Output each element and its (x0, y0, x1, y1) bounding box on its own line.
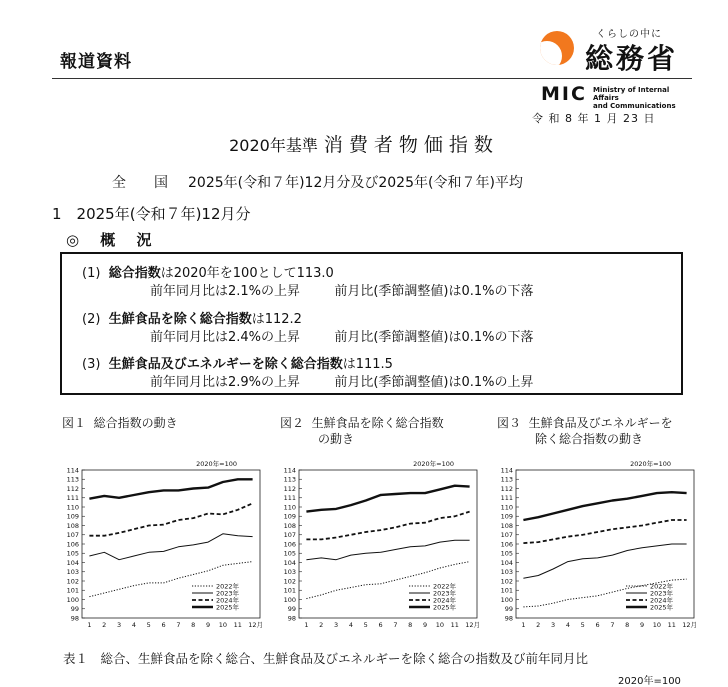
overview-yoy: 前年同月比は2.9%の上昇 (150, 375, 301, 390)
y-tick-label: 99 (504, 605, 513, 614)
y-tick-label: 101 (283, 586, 296, 595)
y-tick-label: 110 (283, 503, 296, 512)
section-heading: 1 2025年(令和７年)12月分 (52, 205, 251, 223)
y-tick-label: 102 (66, 577, 79, 586)
overview-item-1 (82, 262, 334, 281)
base-year: 2020年基準 (229, 136, 318, 155)
overview-yoy: 前年同月比は2.1%の上昇 (150, 284, 301, 299)
x-tick-label: 10 (652, 621, 662, 629)
y-tick-label: 111 (283, 494, 296, 503)
subtitle-region: 全 国 (112, 175, 168, 191)
overview-mom: 前月比(季節調整値)は0.1%の下落 (334, 330, 534, 345)
series-line-2023年 (89, 534, 252, 560)
x-tick-label: 10 (218, 621, 228, 629)
legend-label: 2023年 (216, 589, 240, 598)
overview-yoy: 前年同月比は2.4%の上昇 (150, 330, 301, 345)
y-tick-label: 100 (283, 595, 296, 604)
y-tick-label: 103 (66, 568, 79, 577)
x-tick-label: 1 (521, 621, 526, 629)
y-tick-label: 108 (66, 521, 79, 530)
y-tick-label: 114 (500, 466, 513, 475)
x-tick-label: 7 (393, 621, 398, 629)
legend-label: 2025年 (216, 603, 240, 612)
x-tick-label: 2 (319, 621, 324, 629)
series-line-2024年 (523, 520, 686, 543)
y-tick-label: 101 (66, 586, 79, 595)
overview-name: 総合指数 (108, 266, 161, 281)
overview-name: 生鮮食品及びエネルギーを除く総合指数 (108, 357, 343, 372)
chart-2 (272, 458, 482, 636)
logo-tagline: くらしの中に (596, 29, 662, 40)
y-tick-label: 102 (500, 577, 513, 586)
logo-english-name (593, 86, 693, 110)
y-tick-label: 113 (283, 475, 296, 484)
y-tick-label: 108 (500, 521, 513, 530)
legend-label: 2023年 (433, 589, 457, 598)
x-tick-label: 5 (580, 621, 585, 629)
overview-num: (2) (82, 312, 101, 327)
x-tick-label: 1 (304, 621, 309, 629)
logo-english-line1: Ministry of Internal Affairs (593, 86, 670, 102)
overview-box (60, 252, 683, 395)
legend-label: 2022年 (650, 582, 674, 591)
y-tick-label: 104 (283, 558, 296, 567)
y-tick-label: 105 (283, 549, 296, 558)
page-title (0, 130, 728, 157)
y-tick-label: 109 (500, 512, 513, 521)
legend-label: 2025年 (650, 603, 674, 612)
x-tick-label: 11 (667, 621, 676, 629)
y-tick-label: 101 (500, 586, 513, 595)
y-tick-label: 98 (504, 614, 513, 623)
x-tick-label: 8 (408, 621, 413, 629)
y-tick-label: 98 (70, 614, 79, 623)
overview-value: は2020年を100として113.0 (160, 266, 334, 281)
logo-english-line2: and Communications (593, 102, 676, 110)
x-tick-label: 5 (146, 621, 151, 629)
figure-title-line2: の動き (318, 432, 355, 446)
x-tick-label: 11 (450, 621, 459, 629)
y-tick-label: 99 (70, 605, 79, 614)
x-tick-label: 5 (363, 621, 368, 629)
x-tick-label: 12月 (465, 621, 480, 629)
logo-ministry-name: 総務省 (585, 42, 679, 75)
overview-item-1-details (150, 280, 533, 299)
y-tick-label: 111 (66, 494, 79, 503)
legend-label: 2025年 (433, 603, 457, 612)
x-tick-label: 6 (378, 621, 383, 629)
y-tick-label: 106 (66, 540, 79, 549)
y-tick-label: 110 (500, 503, 513, 512)
overview-item-3 (82, 353, 393, 372)
y-tick-label: 106 (283, 540, 296, 549)
y-tick-label: 113 (66, 475, 79, 484)
release-date: 令 和 8 年 1 月 23 日 (532, 112, 656, 125)
table-caption: 表１ 総合、生鮮食品を除く総合、生鮮食品及びエネルギーを除く総合の指数及び前年同月比 (63, 651, 589, 666)
figure-title-text: 総合指数の動き (93, 416, 178, 430)
x-tick-label: 1 (87, 621, 92, 629)
y-tick-label: 109 (283, 512, 296, 521)
y-tick-label: 114 (283, 466, 296, 475)
x-tick-label: 6 (595, 621, 600, 629)
figure-num: 図３ (497, 416, 522, 430)
overview-heading: ◎ 概 況 (66, 231, 160, 249)
x-tick-label: 4 (348, 621, 353, 629)
legend-label: 2022年 (216, 582, 240, 591)
overview-mom: 前月比(季節調整値)は0.1%の上昇 (334, 375, 534, 390)
report-label: 報道資料 (60, 52, 132, 72)
x-tick-label: 4 (131, 621, 136, 629)
figure-title-text: 生鮮食品を除く総合指数 (311, 416, 444, 430)
y-tick-label: 105 (500, 549, 513, 558)
legend-label: 2024年 (216, 596, 240, 605)
chart-1 (55, 458, 265, 636)
y-tick-label: 114 (66, 466, 79, 475)
overview-item-3-details (150, 371, 533, 390)
x-tick-label: 3 (551, 621, 556, 629)
x-tick-label: 3 (334, 621, 339, 629)
subtitle-period: 2025年(令和７年)12月分及び2025年(令和７年)平均 (188, 175, 523, 191)
overview-num: (1) (82, 266, 101, 281)
y-tick-label: 104 (66, 558, 79, 567)
x-tick-label: 3 (117, 621, 122, 629)
figure-1-title (62, 415, 178, 431)
y-tick-label: 107 (283, 531, 296, 540)
series-line-2023年 (523, 544, 686, 578)
y-tick-label: 111 (500, 494, 513, 503)
x-tick-label: 9 (206, 621, 211, 629)
subtitle (112, 172, 523, 192)
x-tick-label: 10 (435, 621, 445, 629)
figure-num: 図２ (280, 416, 305, 430)
y-tick-label: 100 (66, 595, 79, 604)
series-line-2025年 (523, 492, 686, 520)
y-tick-label: 104 (500, 558, 513, 567)
x-tick-label: 2 (536, 621, 541, 629)
figure-title-text: 生鮮食品及びエネルギーを (528, 416, 673, 430)
y-tick-label: 112 (283, 484, 296, 493)
x-tick-label: 7 (176, 621, 181, 629)
x-tick-label: 12月 (248, 621, 263, 629)
chart-base-note: 2020年=100 (630, 460, 671, 468)
legend-label: 2023年 (650, 589, 674, 598)
x-tick-label: 2 (102, 621, 107, 629)
y-tick-label: 109 (66, 512, 79, 521)
x-tick-label: 6 (161, 621, 166, 629)
x-tick-label: 4 (565, 621, 570, 629)
chart-base-note: 2020年=100 (196, 460, 237, 468)
y-tick-label: 105 (66, 549, 79, 558)
series-line-2025年 (306, 486, 469, 512)
y-tick-label: 108 (283, 521, 296, 530)
legend-label: 2022年 (433, 582, 457, 591)
logo-abbreviation: MIC (541, 83, 587, 105)
y-tick-label: 106 (500, 540, 513, 549)
series-line-2025年 (89, 479, 252, 498)
title-main: 消費者物価指数 (323, 134, 499, 156)
table-unit-note: 2020年=100 (618, 676, 681, 687)
y-tick-label: 102 (283, 577, 296, 586)
header-divider (52, 78, 692, 79)
series-line-2024年 (89, 503, 252, 535)
y-tick-label: 112 (66, 484, 79, 493)
chart-base-note: 2020年=100 (413, 460, 454, 468)
x-tick-label: 9 (423, 621, 428, 629)
ministry-logo-icon (540, 31, 574, 65)
overview-item-2 (82, 308, 302, 327)
overview-mom: 前月比(季節調整値)は0.1%の下落 (334, 284, 534, 299)
series-line-2024年 (306, 512, 469, 540)
legend-label: 2024年 (433, 596, 457, 605)
y-tick-label: 113 (500, 475, 513, 484)
overview-value: は112.2 (251, 312, 302, 327)
figure-num: 図１ (62, 416, 87, 430)
figure-3-title (497, 415, 673, 447)
y-tick-label: 98 (287, 614, 296, 623)
x-tick-label: 9 (640, 621, 645, 629)
y-tick-label: 99 (287, 605, 296, 614)
x-tick-label: 11 (233, 621, 242, 629)
chart-3 (489, 458, 699, 636)
y-tick-label: 112 (500, 484, 513, 493)
y-tick-label: 107 (66, 531, 79, 540)
overview-value: は111.5 (342, 357, 393, 372)
y-tick-label: 107 (500, 531, 513, 540)
overview-num: (3) (82, 357, 101, 372)
y-tick-label: 103 (500, 568, 513, 577)
y-tick-label: 103 (283, 568, 296, 577)
overview-name: 生鮮食品を除く総合指数 (108, 312, 252, 327)
figure-title-line2: 除く総合指数の動き (535, 432, 644, 446)
y-tick-label: 110 (66, 503, 79, 512)
x-tick-label: 8 (191, 621, 196, 629)
figure-2-title (280, 415, 444, 447)
overview-item-2-details (150, 326, 533, 345)
y-tick-label: 100 (500, 595, 513, 604)
x-tick-label: 12月 (682, 621, 697, 629)
x-tick-label: 8 (625, 621, 630, 629)
x-tick-label: 7 (610, 621, 615, 629)
legend-label: 2024年 (650, 596, 674, 605)
series-line-2023年 (306, 540, 469, 559)
